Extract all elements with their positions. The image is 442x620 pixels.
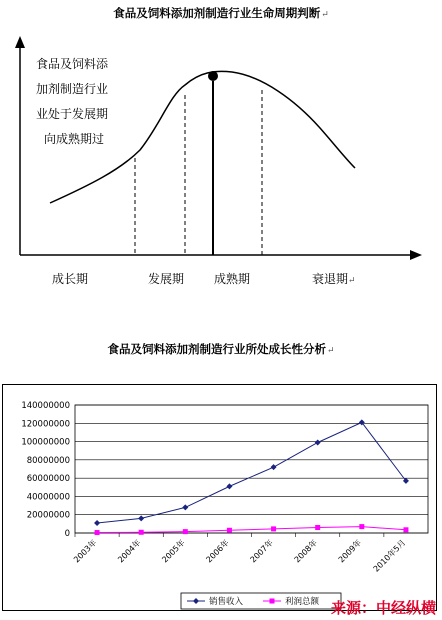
data-point <box>95 530 100 535</box>
x-tick-label: 2004年 <box>116 538 143 565</box>
annotation-line: 食品及饲料添 <box>36 57 109 71</box>
source-label: 来源：中经纵横 <box>330 599 436 617</box>
y-tick-label: 140000000 <box>21 401 70 411</box>
legend-label: 利润总额 <box>285 597 320 607</box>
stage-label-development: 发展期 <box>148 272 185 286</box>
growth-chart-frame <box>2 384 437 611</box>
data-point <box>138 515 144 521</box>
data-point <box>183 529 188 534</box>
annotation-line: 向成熟期过 <box>44 132 105 146</box>
y-tick-label: 80000000 <box>26 455 70 466</box>
data-point <box>315 525 320 530</box>
y-axis-arrow <box>15 36 25 48</box>
y-tick-label: 20000000 <box>26 510 70 521</box>
data-point <box>403 527 408 532</box>
y-tick-label: 120000000 <box>21 419 70 430</box>
annotation-line: 加剂制造行业 <box>36 82 109 96</box>
stage-label-decline: 衰退期↵ <box>312 272 356 286</box>
x-tick-label: 2010年5月 <box>371 538 408 574</box>
data-point <box>139 530 144 535</box>
x-tick-label: 2008年 <box>292 538 320 565</box>
stage-label-maturity: 成熟期 <box>214 272 251 286</box>
x-axis-arrow <box>410 250 422 260</box>
x-tick-label: 2006年 <box>204 538 231 565</box>
y-tick-label: 0 <box>64 529 70 539</box>
lifecycle-title: 食品及饲料添加剂制造行业生命周期判断↵ <box>113 6 329 20</box>
x-tick-label: 2003年 <box>72 538 99 565</box>
x-tick-label: 2005年 <box>160 538 187 565</box>
legend-marker <box>270 599 275 604</box>
legend-label: 销售收入 <box>209 597 244 607</box>
y-tick-label: 40000000 <box>26 492 70 503</box>
data-point <box>315 439 321 445</box>
x-tick-label: 2009年 <box>336 538 364 565</box>
data-point <box>227 528 232 533</box>
lifecycle-annotation <box>36 52 146 152</box>
data-point <box>94 520 100 526</box>
data-point <box>226 483 232 489</box>
current-stage-marker <box>208 71 218 81</box>
data-point <box>359 524 364 529</box>
annotation-line: 业处于发展期 <box>36 107 109 121</box>
series-line <box>97 422 406 523</box>
data-point <box>182 504 188 510</box>
x-tick-label: 2007年 <box>248 538 275 565</box>
growth-title: 食品及饲料添加剂制造行业所处成长性分析↵ <box>107 342 335 356</box>
data-point <box>271 464 277 470</box>
y-tick-label: 100000000 <box>21 437 70 448</box>
legend <box>181 593 341 609</box>
lifecycle-stage-dividers <box>135 81 262 255</box>
stage-label-growth: 成长期 <box>52 272 89 286</box>
plot-area <box>75 405 428 533</box>
growth-chart <box>3 385 438 612</box>
y-tick-label: 60000000 <box>26 474 70 485</box>
data-point <box>271 526 276 531</box>
